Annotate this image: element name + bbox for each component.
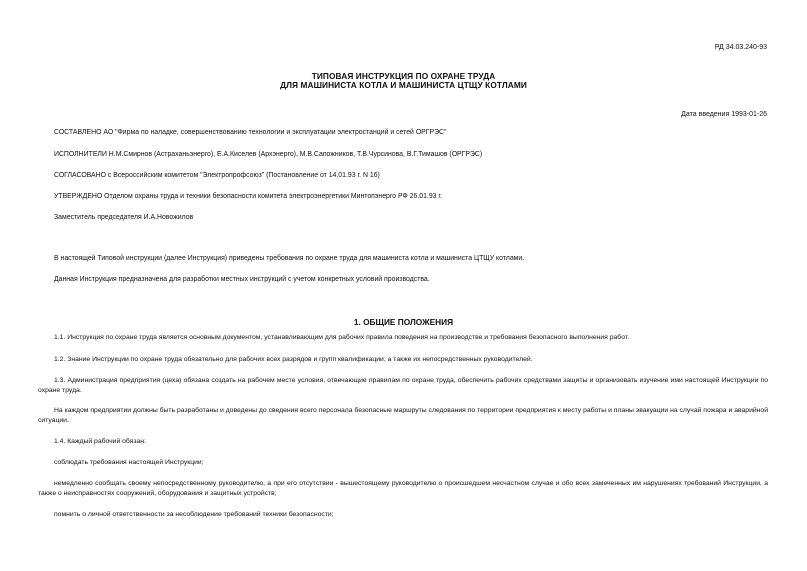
paragraph-1-4: 1.4. Каждый рабочий обязан: [54, 438, 146, 445]
duty-item: соблюдать требования настоящей Инструкции; [54, 459, 204, 466]
intro-paragraph: Данная Инструкция предназначена для разработки местных инструкций с учетом конкретных условий производства. [54, 276, 430, 283]
approved-by: УТВЕРЖДЕНО Отделом охраны труда и техники безопасности комитета электроэнергетики Минтопэнерго РФ 26.01.93 г. [54, 193, 442, 200]
agreed-with: СОГЛАСОВАНО с Всероссийским комитетом "Электропрофсоюз" (Постановление от 14.01.93 г. N 16) [54, 172, 380, 179]
duty-item: помнить о личной ответственности за несоблюдение требований техники безопасности; [54, 511, 334, 518]
effective-date: Дата введения 1993-01-26 [681, 111, 767, 118]
intro-paragraph: В настоящей Типовой инструкции (далее Инструкция) приведены требования по охране труда для машиниста котла и машиниста ЦТЩУ котлами. [54, 255, 525, 262]
composed-by: СОСТАВЛЕНО АО "Фирма по наладке, совершенствованию технологии и эксплуатации электростанций и сетей ОРГРЭС" [54, 129, 447, 136]
document-title-line-1: ТИПОВАЯ ИНСТРУКЦИЯ ПО ОХРАНЕ ТРУДА [311, 71, 496, 81]
paragraph-evacuation: На каждом предприятии должны быть разработаны и доведены до сведения всего персонала безопасные маршруты следования по территории предприятия к месту работы и планы эвакуации на случай пожара и аварийной ситуации. [38, 407, 768, 424]
duty-item: немедленно сообщать своему непосредственному руководителю, а при его отсутствии - вышестоящему руководителю о происшедшем несчастном случае и обо всех замеченных им нарушениях требований Инструкции, а также о неисправностях сооружений, оборудования и защитных устройств; [38, 480, 768, 497]
document-code: РД 34.03.240-93 [714, 44, 767, 51]
authors: ИСПОЛНИТЕЛИ Н.М.Смирнов (Астраханьэнерго), Е.А.Киселев (Архэнерго), М.В.Сапожников, Т.В.Чурсинова, В.Г.Тимашов (ОРГРЭС) [54, 151, 483, 158]
section-heading: 1. ОБЩИЕ ПОЛОЖЕНИЯ [353, 317, 454, 327]
paragraph-1-1: 1.1. Инструкция по охране труда является основным документом, устанавливающим для рабочих правила поведения на производстве и требования безопасного выполнения работ. [54, 334, 630, 341]
paragraph-1-3: 1.3. Администрация предприятия (цеха) обязана создать на рабочем месте условия, отвечающие правилам по охране труда, обеспечить рабочих средствами защиты и организовать изучение ими настоящей Инструкции по охране труда. [38, 377, 768, 394]
paragraph-1-2: 1.2. Знание Инструкции по охране труда обязательно для рабочих всех разрядов и групп квалификации, а также их непосредственных руководителей. [54, 356, 533, 363]
document-title-line-2: ДЛЯ МАШИНИСТА КОТЛА И МАШИНИСТА ЦТЩУ КОТЛАМИ [280, 80, 527, 90]
deputy-chairman: Заместитель председателя И.А.Новожилов [54, 214, 194, 221]
